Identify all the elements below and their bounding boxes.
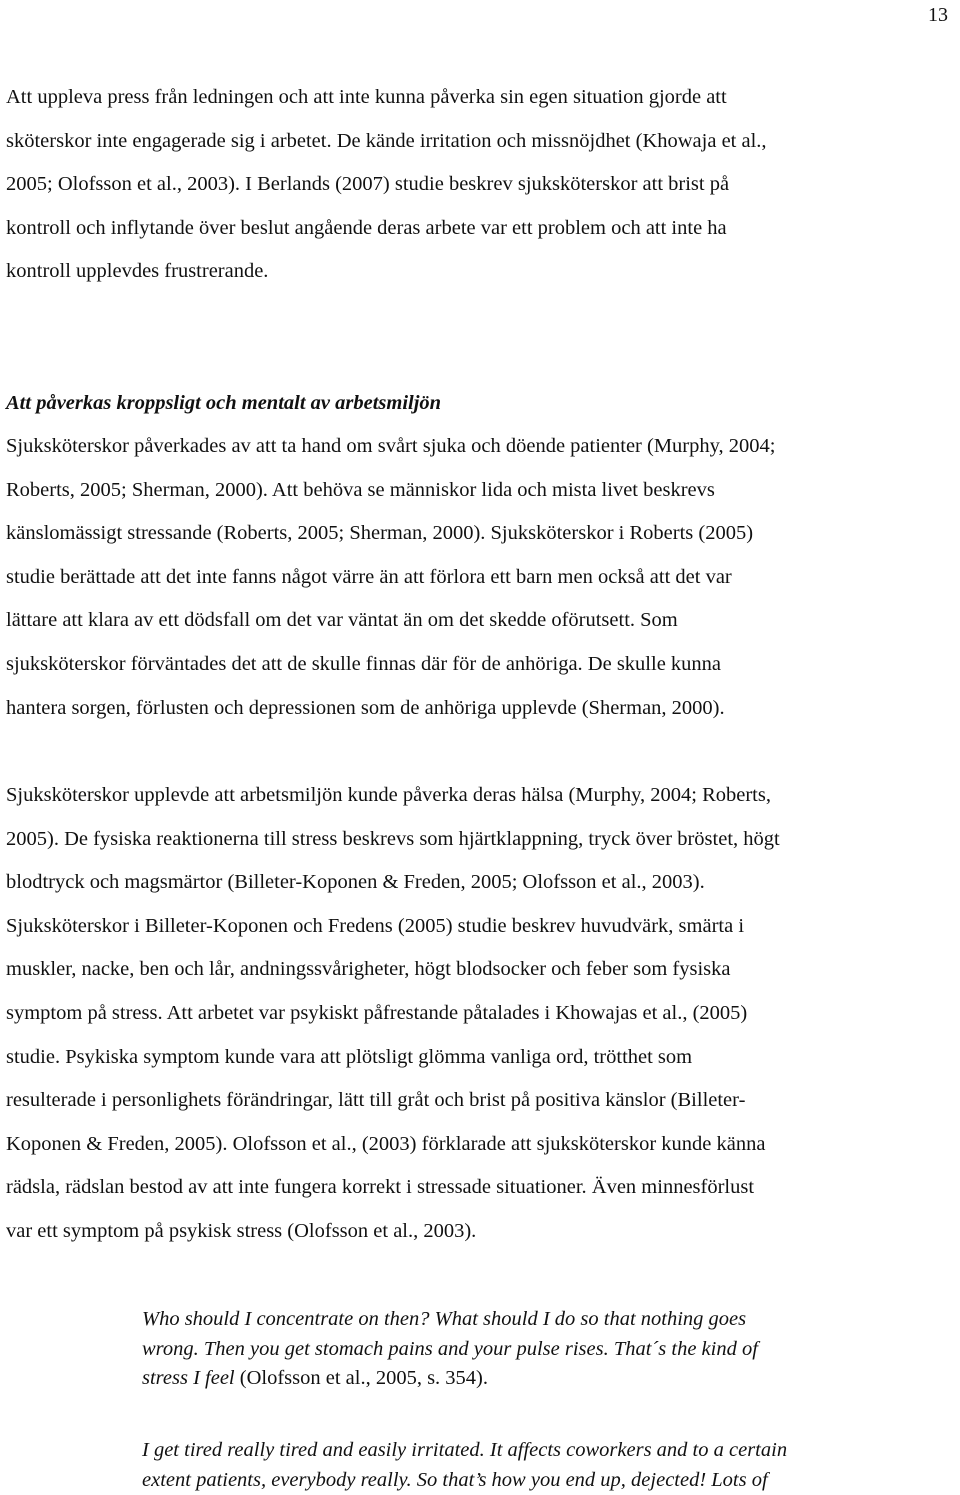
text-line: kontroll och inflytande över beslut angående deras arbete var ett problem och att inte ha [6, 216, 727, 239]
section-heading: Att påverkas kroppsligt och mentalt av arbetsmiljön [6, 392, 442, 414]
text-line: lättare att klara av ett dödsfall om det var väntat än om det skedde oförutsett. Som [6, 609, 678, 632]
quote-text: extent patients, everybody really. So that’s how you end up, dejected! Lots of [142, 1468, 768, 1491]
text-line: sköterskor inte engagerade sig i arbetet. De kände irritation och missnöjdhet (Khowaja et al., [6, 129, 767, 152]
text-line: Sjuksköterskor upplevde att arbetsmiljön kunde påverka deras hälsa (Murphy, 2004; Roberts, [6, 784, 771, 806]
text-line: känslomässigt stressande (Roberts, 2005; Sherman, 2000). Sjuksköterskor i Roberts (2005) [6, 522, 754, 545]
quote-line [142, 1466, 952, 1495]
text-line: Sjuksköterskor i Billeter-Koponen och Fredens (2005) studie beskrev huvudvärk, smärta i [6, 914, 745, 937]
quote-line [142, 1364, 952, 1394]
quote-line [142, 1436, 952, 1466]
page-number: 13 [928, 4, 948, 26]
block-quote-stress [142, 1305, 952, 1394]
text-line: studie. Psykiska symptom kunde vara att plötsligt glömma vanliga ord, trötthet som [6, 1045, 693, 1068]
paragraph-health-symptoms [6, 774, 958, 1254]
text-line: symptom på stress. Att arbetet var psykiskt påfrestande påtalades i Khowajas et al., (2005) [6, 1001, 748, 1024]
text-line: 2005). De fysiska reaktionerna till stress beskrevs som hjärtklappning, tryck över bröstet, högt [6, 827, 780, 850]
text-line: studie berättade att det inte fanns något värre än att förlora ett barn men också att det var [6, 565, 732, 588]
text-line: blodtryck och magsmärtor (Billeter-Koponen & Freden, 2005; Olofsson et al., 2003). [6, 871, 705, 894]
quote-line [142, 1305, 952, 1335]
text-line: kontroll upplevdes frustrerande. [6, 260, 269, 283]
text-line: sjuksköterskor förväntades det att de skulle finnas där för de anhöriga. De skulle kunna [6, 652, 722, 675]
quote-line [142, 1335, 952, 1365]
text-line: hantera sorgen, förlusten och depressionen som de anhöriga upplevde (Sherman, 2000). [6, 696, 725, 719]
text-line: muskler, nacke, ben och lår, andningssvårigheter, högt blodsocker och feber som fysiska [6, 958, 731, 981]
paragraph-work-pressure [6, 76, 958, 294]
text-line: resulterade i personlighets förändringar, lätt till gråt och brist på positiva känslor (Billeter- [6, 1089, 746, 1112]
text-line: Roberts, 2005; Sherman, 2000). Att behöva se människor lida och mista livet beskrevs [6, 478, 715, 501]
quote-citation: (Olofsson et al., 2005, s. 354). [234, 1367, 489, 1390]
text-line: 2005; Olofsson et al., 2003). I Berlands (2007) studie beskrev sjuksköterskor att brist på [6, 173, 730, 196]
text-line: var ett symptom på psykisk stress (Olofsson et al., 2003). [6, 1219, 477, 1242]
quote-text: Who should I concentrate on then? What should I do so that nothing goes [142, 1308, 747, 1330]
quote-text: wrong. Then you get stomach pains and your pulse rises. That´s the kind of [142, 1337, 758, 1360]
paragraph-emotional-impact [6, 425, 958, 730]
block-quote-tired [142, 1436, 952, 1495]
quote-text: stress I feel [142, 1367, 235, 1390]
quote-text: I get tired really tired and easily irritated. It affects coworkers and to a certain [142, 1439, 788, 1461]
text-line: Att uppleva press från ledningen och att inte kunna påverka sin egen situation gjorde att [6, 86, 727, 108]
text-line: rädsla, rädslan bestod av att inte fungera korrekt i stressade situationer. Även minnesförlust [6, 1176, 755, 1199]
text-line: Sjuksköterskor påverkades av att ta hand om svårt sjuka och döende patienter (Murphy, 2004; [6, 435, 776, 457]
text-line: Koponen & Freden, 2005). Olofsson et al., (2003) förklarade att sjuksköterskor kunde känna [6, 1132, 766, 1155]
